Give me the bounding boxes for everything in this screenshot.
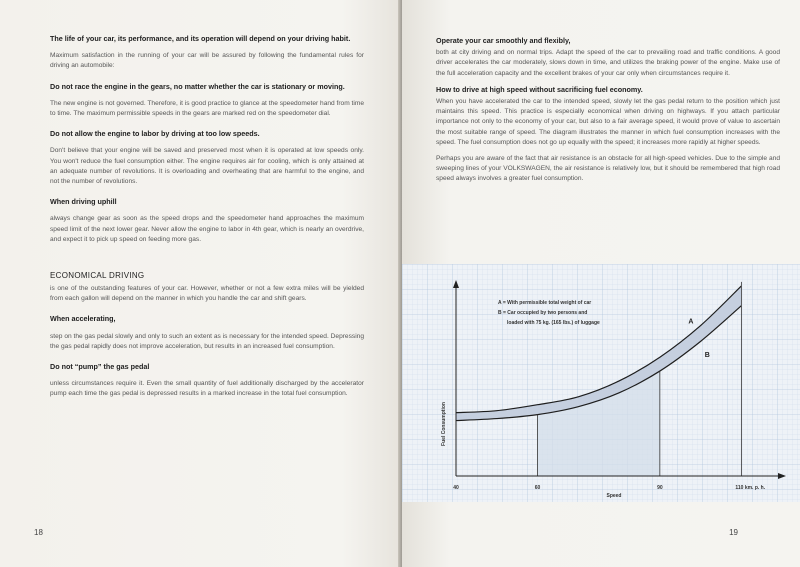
labor-heading: Do not allow the engine to labor by driving at too low speeds. [50,129,260,139]
x-axis-label: Speed [606,493,622,499]
legend-line-b2: loaded with 75 kg. (165 lbs.) of luggage [507,320,600,326]
highspeed-text: When you have accelerated the car to the intended speed, slowly let the gas pedal return to the position which just maintains this speed. This practice is especially economical when driving on highways. If you attach particular importance not only to the economy of your car, but also to a fair average speed, it would prove of value to ascertain the most suitable range of speed. The diagram illustrates the manner in which fuel consumption increases with the speed. The fuel consumption does not go up equally with the speed; it increases more rapidly at higher speeds. [436,98,780,146]
labor-text: Don't believe that your engine will be saved and preserved most when it is operated at low speeds only. You won't reduce the fuel consumption either. The engine requires air for cooling, which is only attained at an adequate number of revolutions. It is overloading and overheating that are harmful to the engine, and not the number of revolutions. [50,147,364,186]
legend-line-a: A = With permissible total weight of car [498,300,592,306]
intro-text: Maximum satisfaction in the running of your car will be assured by following the fundamental rules for driving an automobile: [50,52,364,70]
economical-text: is one of the outstanding features of your car. However, whether or not a few extra miles will be yielded from each gallon will depend on the manner in which you handle the car and shift gears. [50,285,364,303]
series-label-a: A [688,318,694,326]
uphill-heading: When driving uphill [50,197,117,207]
page-number-right: 19 [729,528,738,537]
x-tick-label: 40 [453,485,459,491]
accelerating-text: step on the gas pedal slowly and only to such an extent as is necessary for the intended speed. Depressing the gas pedal rapidly does not improve acceleration, but results in an increased fuel consumption. [50,332,364,350]
x-tick-label: 90 [657,485,663,491]
x-tick-label: 110 km. p. h. [735,485,766,491]
pump-heading: Do not “pump” the gas pedal [50,362,150,372]
intro-heading: The life of your car, its performance, and its operation will depend on your driving habit. [50,34,351,43]
page-number-left: 18 [34,528,43,537]
series-label-b: B [704,352,710,360]
race-text: The new engine is not governed. Therefore, it is good practice to glance at the speedometer hand from time to time. The maximum permissible speeds in the gears are marked red on the speedometer dial. [50,99,364,118]
uphill-text: always change gear as soon as the speed drops and the speedometer hand approaches the maximum speed limit of the next lower gear. Never allow the engine to labor in 4th gear, which is nearly an overdrive, and expect it to pick up speed on feeding more gas. [50,215,364,243]
race-heading: Do not race the engine in the gears, no matter whether the car is stationary or moving. [50,81,345,91]
highspeed-heading: How to drive at high speed without sacrificing fuel economy. [436,84,643,94]
economical-title: ECONOMICAL DRIVING [50,271,145,281]
right-page [402,0,800,567]
y-axis-label: Fuel Consumption [441,402,447,446]
fuel-chart [402,264,800,502]
x-tick-label: 60 [534,485,541,491]
fuel-chart-svg [402,264,800,502]
smooth-text: both at city driving and on normal trips. Adapt the speed of the car to prevailing road and traffic conditions. A good driver accelerates the car moderately, slows down in time, and utilizes the braking power of the engine. Make use of the full acceleration capacity and the excellent brakes of your car only when circumstances require it. [436,49,780,77]
smooth-heading: Operate your car smoothly and flexibly, [436,36,571,45]
accelerating-heading: When accelerating, [50,314,116,324]
pump-text: unless circumstances require it. Even the small quantity of fuel additionally discharged by the accelerator pump each time the gas pedal is depressed results in a marked increase in the total fuel consumption. [50,380,364,398]
legend-line-b: B = Car occupied by two persons and [498,310,588,316]
air-text: Perhaps you are aware of the fact that air resistance is an obstacle for all high-speed vehicles. Due to the simple and sweeping lines of your VOLKSWAGEN, the air resistance is relatively low, but it should be remembered that high road speed always involves a greater fuel consumption. [436,155,780,183]
